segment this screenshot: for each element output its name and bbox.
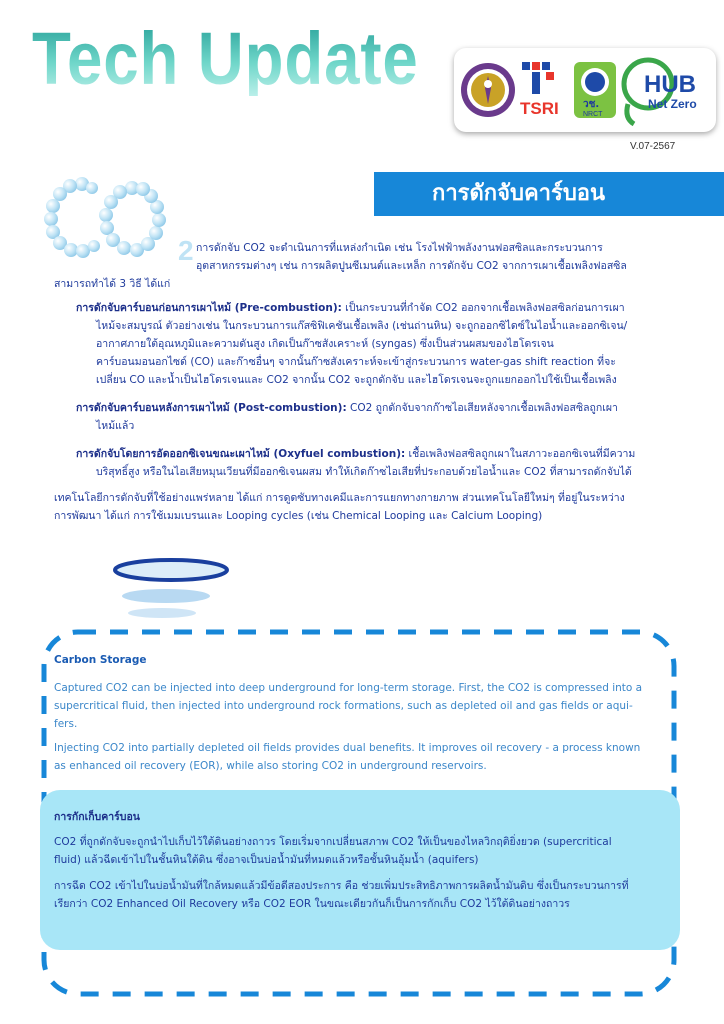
- svg-text:วช.: วช.: [583, 99, 600, 110]
- method-text: อากาศภายใต้อุณหภูมิและความดันสูง เกิดเป็นก๊าซสังเคราะห์ (syngas) ซึ่งเป็นส่วนผสมของไฮโดรเจน: [96, 338, 554, 350]
- section-banner: การดักจับคาร์บอน: [374, 172, 724, 216]
- storage-en-text: Injecting CO2 into partially depleted oil fields provides dual benefits. It improves oil recovery - a process known: [54, 742, 641, 754]
- svg-text:HUB: HUB: [644, 71, 696, 98]
- storage-en-text: Captured CO2 can be injected into deep underground for long-term storage. First, the CO2 is compressed into a: [54, 682, 643, 694]
- svg-text:Net Zero: Net Zero: [648, 97, 697, 111]
- storage-th-text: CO2 ที่ถูกดักจับจะถูกนำไปเก็บไว้ใต้ดินอย่างถาวร โดยเริ่มจากเปลี่ยนสภาพ CO2 ให้เป็นของไหลวิกฤติยิ่งยวด (supercritical: [54, 836, 612, 848]
- page-title: Tech Update: [32, 17, 419, 100]
- storage-en-text: fers.: [54, 718, 78, 730]
- method-text: คาร์บอนมอนอกไซด์ (CO) และก๊าซอื่นๆ จากนั้นก๊าซสังเคราะห์จะเข้าสู่กระบวนการ water-gas shift reaction ที่จะ: [96, 356, 616, 368]
- svg-text:NRCT: NRCT: [583, 111, 603, 118]
- storage-en-text: supercritical fluid, then injected into underground rock formations, such as depleted oil and gas fields or aqui-: [54, 700, 633, 712]
- method-title: การดักจับคาร์บอนก่อนการเผาไหม้ (Pre-combustion):: [76, 302, 342, 314]
- logo-strip: [454, 48, 716, 132]
- version-label: V.07-2567: [630, 141, 676, 152]
- storage-rings-icon: [96, 556, 246, 626]
- thai-storage-title: การกักเก็บคาร์บอน: [54, 811, 140, 823]
- method-post-combustion: การดักจับคาร์บอนหลังการเผาไหม้ (Post-combustion): CO2 ถูกดักจับจากก๊าซไอเสียหลังจากเชื้อเพลิงฟอสซิลถูกเผา: [76, 402, 618, 414]
- method-text: ไหม้แล้ว: [96, 420, 135, 432]
- vch-nrct-logo: [572, 58, 618, 122]
- co2-bubble-icon: [40, 170, 200, 270]
- intro-line-2: อุตสาหกรรมต่างๆ เช่น การผลิตปูนซีเมนต์และเหล็ก การดักจับ CO2 จากการเผาเชื้อเพลิงฟอสซิล: [196, 260, 627, 272]
- method-oxyfuel: การดักจับโดยการอัดออกซิเจนขณะเผาไหม้ (Oxyfuel combustion): เชื้อเพลิงฟอสซิลถูกเผาในสภาวะออกซิเจนที่มีความ: [76, 448, 636, 460]
- tsri-logo: [518, 58, 568, 120]
- carbon-storage-title: Carbon Storage: [54, 654, 147, 666]
- method-pre-combustion: การดักจับคาร์บอนก่อนการเผาไหม้ (Pre-combustion): เป็นกระบวนที่กำจัด CO2 ออกจากเชื้อเพลิงฟอสซิลก่อนการเผา: [76, 302, 625, 314]
- tech-line-2: การพัฒนา ได้แก่ การใช้เมมเบรนและ Looping cycles (เช่น Chemical Looping และ Calcium Looping): [54, 510, 543, 522]
- svg-text:2: 2: [178, 235, 194, 266]
- method-title: การดักจับคาร์บอนหลังการเผาไหม้ (Post-combustion):: [76, 402, 347, 414]
- storage-en-text: as enhanced oil recovery (EOR), while also storing CO2 in underground reservoirs.: [54, 760, 487, 772]
- method-text: บริสุทธิ์สูง หรือในไอเสียหมุนเวียนที่มีออกซิเจนผสม ทำให้เกิดก๊าซไอเสียที่ประกอบด้วยไอน้ำและ CO2 ที่สามารถดักจับได้: [96, 466, 632, 478]
- intro-line-1: การดักจับ CO2 จะดำเนินการที่แหล่งกำเนิด เช่น โรงไฟฟ้าพลังงานฟอสซิลและกระบวนการ: [196, 242, 603, 254]
- hub-net-zero-logo: [618, 54, 714, 128]
- tech-line-1: เทคโนโลยีการดักจับที่ใช้อย่างแพร่หลาย ได้แก่ การดูดซับทางเคมีและการแยกทางกายภาพ ส่วนเทคโนโลยีใหม่ๆ ที่อยู่ในระหว่าง: [54, 492, 625, 504]
- storage-th-text: fluid) แล้วฉีดเข้าไปในชั้นหินใต้ดิน ซึ่งอาจเป็นบ่อน้ำมันที่หมดแล้วหรือชั้นหินอุ้มน้ำ (aquifers): [54, 854, 479, 866]
- method-text: ไหม้จะสมบูรณ์ ตัวอย่างเช่น ในกระบวนการแก๊สซิฟิเคชันเชื้อเพลิง (เช่นถ่านหิน) จะถูกออกซิไดซ์ในไอน้ำและออกซิเจน/: [96, 320, 628, 332]
- storage-th-text: เรียกว่า CO2 Enhanced Oil Recovery หรือ CO2 EOR ในขณะเดียวกันก็เป็นการกักเก็บ CO2 ไว้ใต้ดินอย่างถาวร: [54, 898, 570, 910]
- svg-text:TSRI: TSRI: [520, 99, 559, 118]
- method-title: การดักจับโดยการอัดออกซิเจนขณะเผาไหม้ (Oxyfuel combustion):: [76, 448, 406, 460]
- intro-line-3: สามารถทำได้ 3 วิธี ได้แก่: [54, 278, 171, 290]
- method-text: เปลี่ยน CO และน้ำเป็นไฮโดรเจนและ CO2 จากนั้น CO2 จะถูกดักจับ และไฮโดรเจนจะถูกแยกออกไปใช้เป็นเชื้อเพลิง: [96, 374, 617, 386]
- nrct-seal-logo: [460, 60, 516, 120]
- storage-th-text: การฉีด CO2 เข้าไปในบ่อน้ำมันที่ใกล้หมดแล้วมีข้อดีสองประการ คือ ช่วยเพิ่มประสิทธิภาพการผลิตน้ำมันดิบ ซึ่งเป็นกระบวนการที่: [54, 880, 629, 892]
